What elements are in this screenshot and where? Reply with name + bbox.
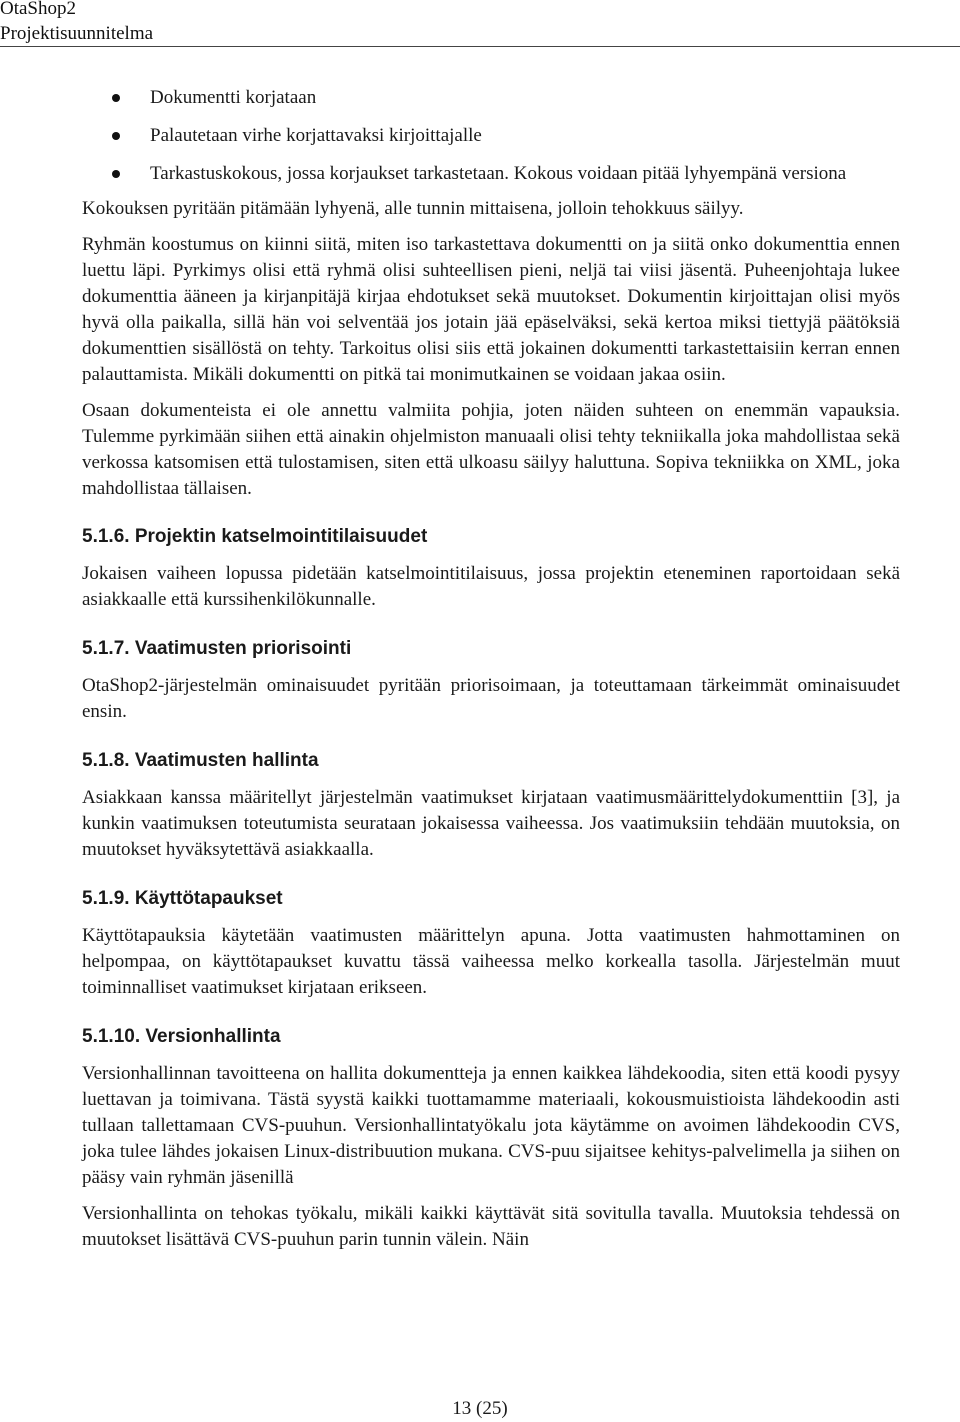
list-item (82, 85, 900, 110)
header-divider (0, 46, 960, 47)
document-title: OtaShop2 (0, 0, 76, 19)
list-item-text: Palautetaan virhe korjattavaksi kirjoittajalle (150, 125, 482, 146)
list-item (82, 123, 900, 148)
paragraph: Versionhallinnan tavoitteena on hallita dokumentteja ja ennen kaikkea lähdekoodia, siten että koodi pysyy luettavan ja toimivana. Tästä syystä kaikki tuottamamme materiaali, kokousmuistioista lähdekoodin asti tullaan tallettamaan CVS-puuhun. Versionhallintatyökalu jota käytämme on avoimen lähdekoodin CVS, joka tulee lähdes jokaisen Linux-distribuution mukana. CVS-puu sijaitsee kehitys-palvelimella ja siihen on pääsy vain ryhmän jäsenillä (82, 1063, 900, 1188)
section-heading: 5.1.7. Vaatimusten priorisointi (82, 638, 352, 659)
bullet-icon (112, 94, 120, 102)
section-heading: 5.1.6. Projektin katselmointitilaisuudet (82, 526, 428, 547)
page-header (0, 0, 960, 46)
paragraph: Kokouksen pyritään pitämään lyhyenä, alle tunnin mittaisena, jolloin tehokkuus säilyy. (82, 198, 744, 219)
bullet-list (82, 85, 900, 186)
paragraph: Osaan dokumenteista ei ole annettu valmiita pohjia, joten näiden suhteen on enemmän vapauksia. Tulemme pyrkimään siihen että ainakin ohjelmiston manuaali olisi tehty tekniikalla joka mahdollistaa sekä verkossa katsomisen että tulostamisen, siten että ulkoasu säilyy haluttuna. Sopiva tekniikka on XML, joka mahdollistaa tällaisen. (82, 400, 900, 499)
section-heading: 5.1.8. Vaatimusten hallinta (82, 750, 319, 771)
list-item-text: Dokumentti korjataan (150, 87, 317, 108)
page-number: 13 (25) (452, 1398, 508, 1419)
document-subtitle: Projektisuunnitelma (0, 23, 154, 44)
bullet-icon (112, 170, 120, 178)
page-content (82, 85, 900, 1253)
paragraph: Versionhallinta on tehokas työkalu, mikäli kaikki käyttävät sitä sovitulla tavalla. Muutoksia tehdessä on muutokset lisättävä CVS-puuhun parin tunnin välein. Näin (82, 1203, 900, 1250)
section-heading: 5.1.9. Käyttötapaukset (82, 888, 283, 909)
paragraph: Jokaisen vaiheen lopussa pidetään katselmointitilaisuus, jossa projektin eteneminen raportoidaan sekä asiakkaalle että kurssihenkilökunnalle. (82, 563, 900, 610)
paragraph: Ryhmän koostumus on kiinni siitä, miten iso tarkastettava dokumentti on ja siitä onko dokumenttia ennen luettu läpi. Pyrkimys olisi että ryhmä olisi suhteellisen pieni, neljä tai viisi jäsentä. Puheenjohtaja lukee dokumenttia ääneen ja kirjanpitäjä kirjaa ehdotukset sekä muutokset. Dokumentin kirjoittajan olisi myös hyvä olla paikalla, sillä hän voi selventää jos jotain jää epäselväksi, sekä kertoa miksi tiettyjä päätöksiä dokumenttien sisällöstä on tehty. Tarkoitus olisi siis että jokainen dokumentti tarkastettaisiin kerran ennen palauttamista. Mikäli dokumentti on pitkä tai monimutkainen se voidaan jakaa osiin. (82, 234, 900, 385)
paragraph: OtaShop2-järjestelmän ominaisuudet pyritään priorisoimaan, ja toteuttamaan tärkeimmät ominaisuudet ensin. (82, 675, 900, 722)
bullet-icon (112, 132, 120, 140)
list-item (82, 161, 900, 186)
paragraph: Asiakkaan kanssa määritellyt järjestelmän vaatimukset kirjataan vaatimusmäärittelydokumenttiin [3], ja kunkin vaatimuksen toteutumista seurataan jokaisessa vaiheessa. Jos vaatimuksiin tehdään muutoksia, on muutokset hyväksytettävä asiakkaalla. (82, 787, 900, 860)
section-heading: 5.1.10. Versionhallinta (82, 1026, 281, 1047)
paragraph: Käyttötapauksia käytetään vaatimusten määrittelyn apuna. Jotta vaatimusten hahmottaminen on helpompaa, on käyttötapaukset kuvattu tässä vaiheessa melko korkealla tasolla. Järjestelmän muut toiminnalliset vaatimukset kirjataan erikseen. (82, 925, 900, 998)
list-item-text: Tarkastuskokous, jossa korjaukset tarkastetaan. Kokous voidaan pitää lyhyempänä versiona (150, 163, 847, 184)
